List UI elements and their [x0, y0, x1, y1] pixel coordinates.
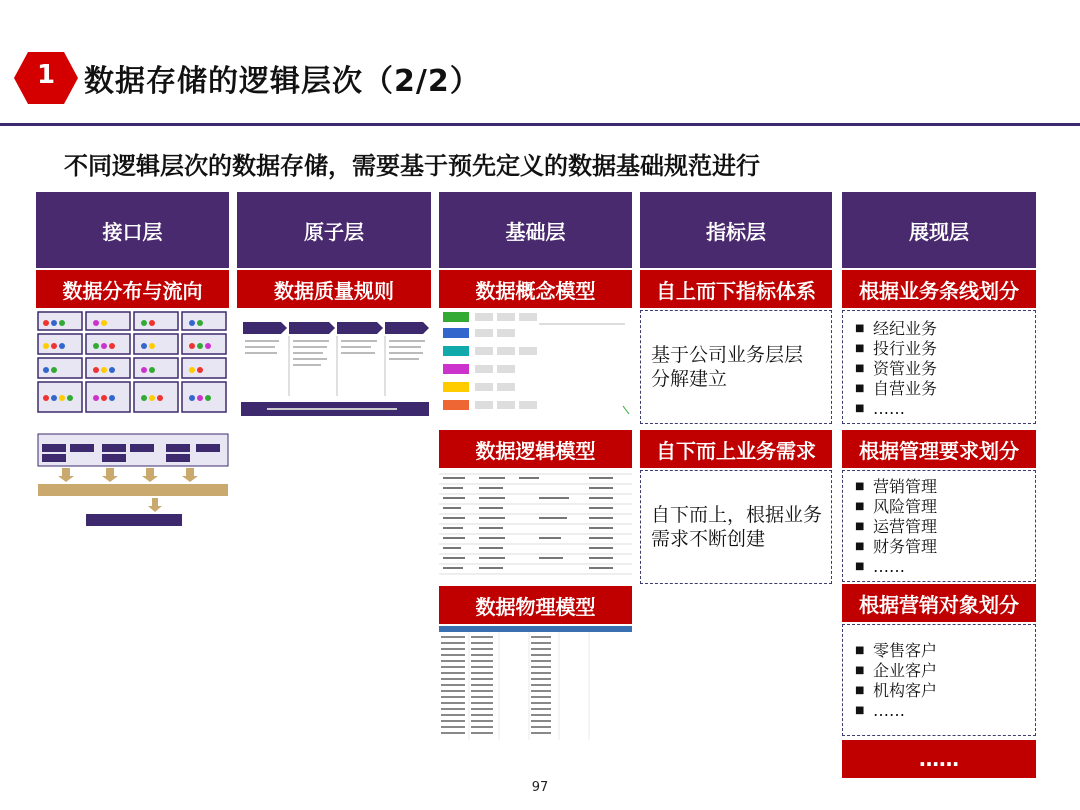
- data-flow-diagram-thumbnail: [36, 310, 229, 420]
- list-item: ■ 企业客户: [855, 661, 938, 680]
- column-header-metric: 指标层: [640, 192, 832, 268]
- conceptual-model-thumbnail: [439, 310, 632, 422]
- list-item: ■ ……: [855, 557, 905, 576]
- marketing-target-list: [855, 641, 937, 721]
- conceptual-model-bar: 数据概念模型: [439, 270, 632, 308]
- bottom-up-needs-bar: 自下而上业务需求: [640, 430, 832, 468]
- list-item: ■ 运营管理: [855, 517, 938, 536]
- list-item: ■ 机构客户: [855, 681, 938, 700]
- atomic-layer-bar: 数据质量规则: [237, 270, 431, 308]
- list-item: ■ 财务管理: [855, 537, 938, 556]
- quality-rules-thumbnail: [237, 310, 431, 420]
- physical-model-thumbnail: [439, 626, 632, 740]
- column-header-interface: 接口层: [36, 192, 229, 268]
- more-categories-bar: ……: [842, 740, 1036, 778]
- number-badge-label: 1: [36, 60, 56, 90]
- top-down-metrics-text: 基于公司业务层层分解建立: [651, 344, 804, 390]
- title-divider: [0, 123, 1080, 126]
- business-line-list: [855, 319, 937, 419]
- page-subtitle: 不同逻辑层次的数据存储，需要基于预先定义的数据基础规范进行: [64, 152, 760, 180]
- logical-model-thumbnail: [439, 470, 632, 582]
- top-down-metrics-bar: 自上而下指标体系: [640, 270, 832, 308]
- list-item: ■ 自营业务: [855, 379, 938, 398]
- interface-layer-bar: 数据分布与流向: [36, 270, 229, 308]
- page-title: 数据存储的逻辑层次（2/2）: [84, 64, 481, 99]
- marketing-target-box: [842, 624, 1036, 736]
- column-header-base: 基础层: [439, 192, 632, 268]
- business-line-box: [842, 310, 1036, 424]
- column-header-display: 展现层: [842, 192, 1036, 268]
- list-item: ■ ……: [855, 701, 905, 720]
- list-item: ■ 资管业务: [855, 359, 938, 378]
- top-down-metrics-box: [640, 310, 832, 424]
- physical-model-bar: 数据物理模型: [439, 586, 632, 624]
- bottom-up-needs-box: [640, 470, 832, 584]
- list-item: ■ 经纪业务: [855, 319, 938, 338]
- data-flow-chart-thumbnail: [36, 432, 229, 528]
- management-list: [855, 477, 937, 577]
- bottom-up-needs-text: 自下而上，根据业务需求不断创建: [651, 504, 823, 550]
- management-bar: 根据管理要求划分: [842, 430, 1036, 468]
- business-line-bar: 根据业务条线划分: [842, 270, 1036, 308]
- column-header-atomic: 原子层: [237, 192, 431, 268]
- list-item: ■ 营销管理: [855, 477, 938, 496]
- list-item: ■ 零售客户: [855, 641, 938, 660]
- list-item: ■ 风险管理: [855, 497, 938, 516]
- marketing-target-bar: 根据营销对象划分: [842, 584, 1036, 622]
- list-item: ■ 投行业务: [855, 339, 938, 358]
- management-box: [842, 470, 1036, 582]
- list-item: ■ ……: [855, 399, 905, 418]
- page-number: 97: [531, 780, 549, 795]
- logical-model-bar: 数据逻辑模型: [439, 430, 632, 468]
